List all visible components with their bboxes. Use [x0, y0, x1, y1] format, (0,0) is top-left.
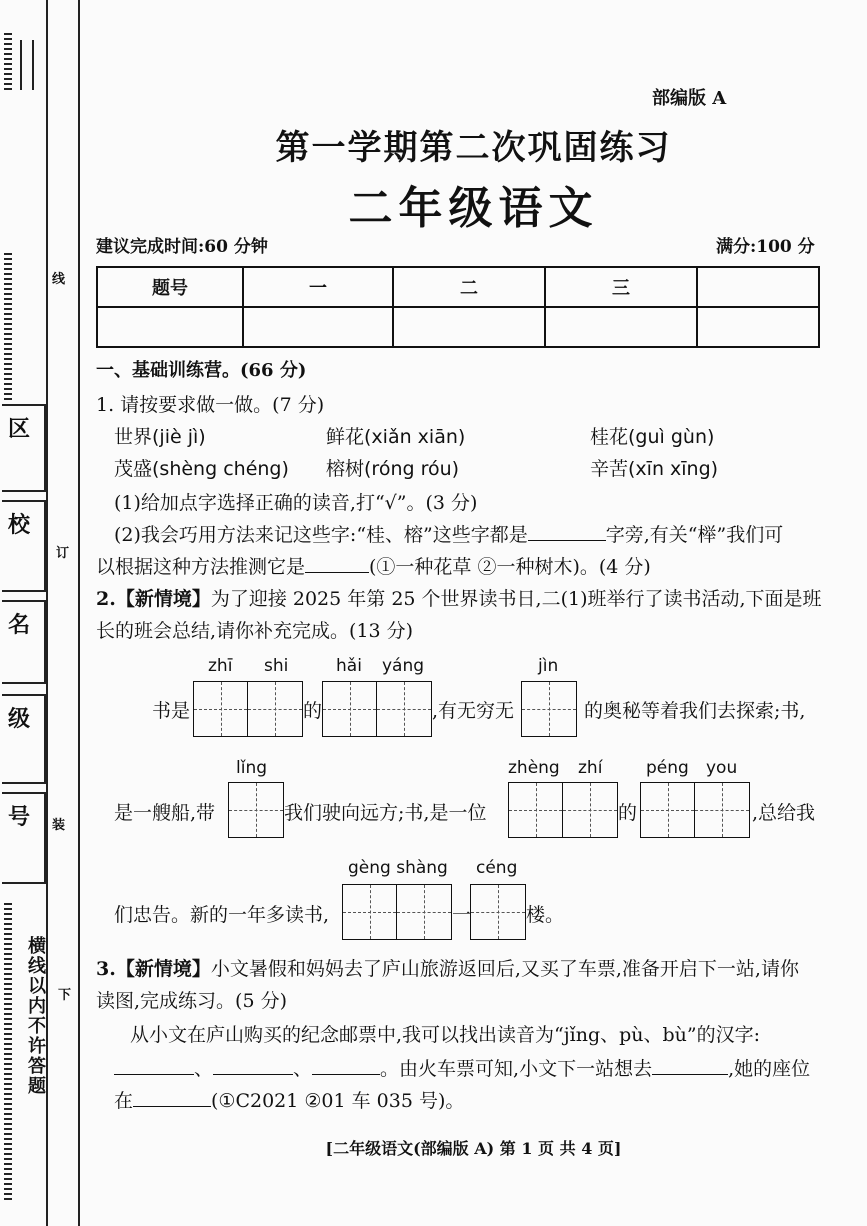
q2-label: 2.【新情境】	[96, 588, 211, 610]
tian-grid[interactable]	[508, 782, 618, 838]
q2-text: 我们驶向远方;书,是一位	[284, 802, 487, 824]
word: 茂盛	[114, 458, 153, 480]
q3-text: 小文暑假和妈妈去了庐山旅游返回后,又买了车票,准备开启下一站,请你	[210, 958, 799, 980]
suggested-time: 建议完成时间:60 分钟	[96, 237, 268, 257]
hatch-top	[4, 30, 12, 90]
hatch-side	[4, 250, 12, 400]
gutter-label: 校	[8, 512, 31, 538]
pinyin-options[interactable]: (shèng chéng)	[152, 458, 289, 480]
q2-text: 们忠告。新的一年多读书,	[114, 904, 330, 926]
pinyin-hint: zhī	[208, 656, 233, 676]
score-header-cell: 题号	[97, 267, 243, 307]
q2-text: 是一艘船,带	[114, 802, 216, 824]
cut-line-bottom: 装	[52, 818, 66, 833]
q3-text: 在	[114, 1090, 134, 1112]
q2-text: ,总给我	[752, 802, 816, 824]
q2-text: 的	[618, 802, 638, 824]
pinyin-item	[590, 454, 718, 481]
q2-text: 书是	[152, 700, 191, 722]
cut-line-top: 线	[52, 272, 66, 287]
q3-line3: 从小文在庐山购买的纪念邮票中,我可以找出读音为“jǐng、pù、bù”的汉字:	[130, 1024, 761, 1046]
word: 鲜花	[326, 426, 365, 448]
answer-blank[interactable]	[213, 1074, 293, 1075]
page-footer: [二年级语文(部编版 A) 第 1 页 共 4 页]	[325, 1139, 622, 1158]
tian-grid[interactable]	[640, 782, 750, 838]
answer-blank[interactable]	[528, 540, 606, 541]
pinyin-options[interactable]: (xiǎn xiān)	[364, 426, 466, 448]
answer-blank[interactable]	[133, 1106, 211, 1107]
exam-title: 第一学期第二次巩固练习	[275, 128, 672, 168]
pinyin-hint: céng	[476, 858, 518, 878]
tian-grid[interactable]	[470, 884, 526, 940]
gutter-line	[20, 40, 22, 90]
word: 世界	[114, 426, 153, 448]
answer-blank[interactable]	[312, 1074, 380, 1075]
q1-sub2-line2	[96, 552, 651, 579]
q3-line5	[114, 1086, 464, 1113]
word: 榕树	[326, 458, 365, 480]
gutter-line	[32, 40, 34, 90]
q1-sub1: (1)给加点字选择正确的读音,打“√”。(3 分)	[114, 492, 478, 514]
pinyin-item	[326, 454, 459, 481]
score-header-cell: 二	[393, 267, 545, 307]
q3-label: 3.【新情境】	[96, 958, 211, 980]
pinyin-hint: shi	[264, 656, 289, 676]
score-header-cell: 三	[545, 267, 697, 307]
pinyin-item	[114, 422, 206, 449]
separator: 、	[293, 1058, 313, 1080]
q2-text: 的	[303, 700, 323, 722]
q1-text: 字旁,有关“榉”我们可	[605, 524, 784, 546]
q2-text: 一	[452, 904, 472, 926]
gutter-label: 区	[8, 416, 31, 442]
pinyin-hint: lǐng	[236, 758, 268, 778]
score-cell[interactable]	[243, 307, 393, 347]
tian-grid[interactable]	[193, 681, 303, 737]
score-header-cell	[697, 267, 819, 307]
gutter-box-school	[2, 500, 46, 592]
score-cell[interactable]	[697, 307, 819, 347]
score-cell[interactable]	[545, 307, 697, 347]
tian-grid[interactable]	[228, 782, 284, 838]
q1-text: (2)我会巧用方法来记这些字:“桂、榕”这些字都是	[114, 524, 528, 546]
gutter-label: 名	[8, 612, 31, 638]
q1-text: (①一种花草 ②一种树木)。(4 分)	[369, 556, 651, 578]
separator: 、	[194, 1058, 214, 1080]
q2-line2: 长的班会总结,请你补充完成。(13 分)	[96, 620, 414, 642]
q3-text: (①C2021 ②01 车 035 号)。	[211, 1090, 465, 1112]
score-cell[interactable]	[393, 307, 545, 347]
pinyin-item	[590, 422, 714, 449]
pinyin-item	[326, 422, 465, 449]
pinyin-options[interactable]: (róng róu)	[364, 458, 460, 480]
edition-label: 部编版 A	[652, 88, 727, 109]
pinyin-hint: jìn	[538, 656, 559, 676]
gutter-box-name	[2, 600, 46, 684]
q3-line4	[114, 1054, 810, 1081]
answer-blank[interactable]	[114, 1074, 194, 1075]
score-value-row	[97, 307, 819, 347]
gutter-box-number	[2, 792, 46, 884]
word: 桂花	[590, 426, 629, 448]
q1-sub2-line1	[114, 520, 783, 547]
no-answer-warning: 横线以内不许答题	[25, 936, 46, 1096]
gutter-label: 号	[8, 804, 31, 830]
score-header-row	[97, 267, 819, 307]
pinyin-hint: zhèng	[508, 758, 560, 778]
q2-text: ,有无穷无	[432, 700, 515, 722]
pinyin-hint: you	[706, 758, 738, 778]
answer-blank[interactable]	[652, 1074, 728, 1075]
word: 辛苦	[590, 458, 629, 480]
gutter-box-class	[2, 694, 46, 784]
gutter-down: 下	[58, 988, 72, 1003]
tian-grid[interactable]	[521, 681, 577, 737]
pinyin-item	[114, 454, 289, 481]
gutter-box-area	[2, 404, 46, 492]
pinyin-hint: zhí	[578, 758, 603, 778]
q1-title: 1. 请按要求做一做。(7 分)	[96, 394, 325, 416]
gutter-label: 级	[8, 706, 31, 732]
pinyin-hint: yáng	[382, 656, 425, 676]
answer-blank[interactable]	[305, 572, 369, 573]
cut-line-mid: 订	[56, 546, 70, 561]
q1-text: 以根据这种方法推测它是	[96, 556, 306, 578]
full-score: 满分:100 分	[716, 237, 815, 257]
tian-grid[interactable]	[322, 681, 432, 737]
pinyin-hint: péng	[646, 758, 689, 778]
q3-text: 。由火车票可知,小文下一站想去	[380, 1058, 653, 1080]
exam-subtitle: 二年级语文	[348, 183, 599, 234]
score-cell[interactable]	[97, 307, 243, 347]
section-heading: 一、基础训练营。(66 分)	[96, 360, 307, 381]
pinyin-hint: gèng shàng	[348, 858, 448, 878]
pinyin-options[interactable]: (xīn xīng)	[628, 458, 719, 480]
score-table	[96, 266, 820, 348]
q2-text: 楼。	[526, 904, 565, 926]
pinyin-hint: hǎi	[336, 656, 362, 676]
q2-line1	[96, 584, 822, 611]
q3-line2: 读图,完成练习。(5 分)	[96, 990, 287, 1012]
pinyin-options[interactable]: (guì gùn)	[628, 426, 715, 448]
tian-grid[interactable]	[342, 884, 452, 940]
pinyin-options[interactable]: (jiè jì)	[152, 426, 206, 448]
q2-text: 为了迎接 2025 年第 25 个世界读书日,二(1)班举行了读书活动,下面是班	[210, 588, 822, 610]
q2-text: 的奥秘等着我们去探索;书,	[584, 700, 806, 722]
q3-line1	[96, 954, 799, 981]
q3-text: ,她的座位	[728, 1058, 811, 1080]
score-header-cell: 一	[243, 267, 393, 307]
